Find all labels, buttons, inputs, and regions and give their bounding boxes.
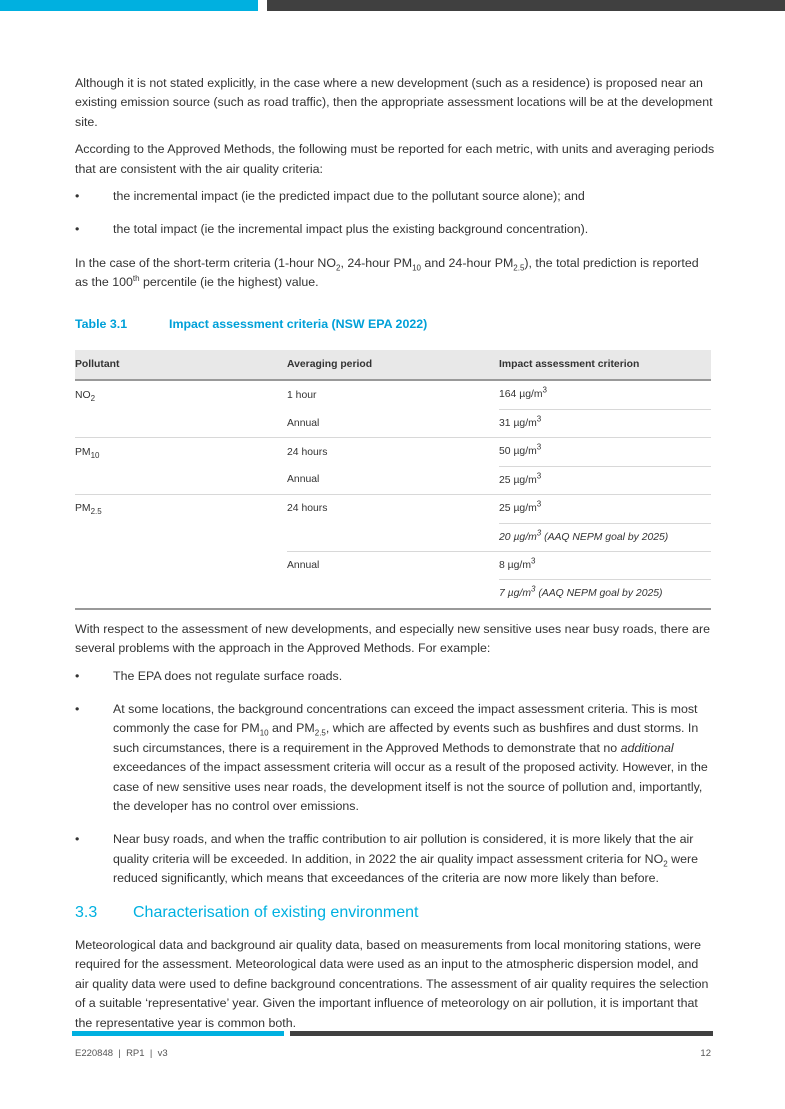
cell-pollutant	[75, 523, 287, 551]
header-dark-bar	[267, 0, 785, 11]
table-row	[75, 380, 711, 409]
cell-period: Annual	[287, 409, 499, 437]
page-footer	[75, 1048, 711, 1059]
table-row	[75, 409, 711, 437]
cell-pollutant: $PM_{10}$	[75, 446, 100, 460]
cell-period: 24 hours	[287, 503, 328, 515]
cell-criterion: 7 $\mu g/m^3$ (AAQ NEPM goal by 2025)	[499, 580, 711, 609]
table-header-row	[75, 350, 711, 380]
page-content	[75, 74, 715, 1041]
cell-pollutant: $PM_{2.5}$	[75, 503, 102, 517]
bullet-item: • The EPA does not regulate surface roads.	[75, 667, 715, 686]
bullet-item: • the total impact (ie the incremental impact plus the existing background concentration).	[75, 220, 715, 239]
footer-accent-bar	[72, 1031, 284, 1036]
col-header-period: Averaging period	[287, 350, 499, 380]
cell-criterion: 20 $\mu g/m^3$ (AAQ NEPM goal by 2025)	[499, 523, 711, 551]
page-number: 12	[700, 1048, 711, 1059]
footer-dark-bar	[290, 1031, 713, 1036]
cell-period: 24 hours	[287, 446, 328, 458]
cell-period: Annual	[287, 466, 499, 494]
cell-criterion: 50 $\mu g/m^3$	[499, 438, 711, 466]
cell-period	[287, 523, 499, 551]
header-accent-bar	[0, 0, 258, 11]
col-header-pollutant: Pollutant	[75, 350, 287, 380]
table-row	[75, 438, 711, 466]
paragraph-5: Meteorological data and background air quality data, based on measurements from local monitoring stations, were required for the assessment. Meteorological data were used as an input to the atmospheric dispersion model, and air quality data were used to define background concentrations. The assessment of air quality requires the selection of a suitable ‘representative’ year. Given the important influence of meteorology on air pollution, it is important that the representative year is common both.	[75, 938, 709, 1030]
paragraph-3: In the case of the short-term criteria (1-hour $NO_2$, 24-hour $PM_{10}$ and 24-hour $PM_{2.5}$), the total prediction is reported as the 100th percentile (ie the highest) value.	[75, 255, 699, 290]
cell-pollutant: $NO_2$	[75, 389, 96, 403]
cell-pollutant	[75, 580, 287, 609]
table-row	[75, 580, 711, 609]
cell-period: 1 hour	[287, 389, 317, 401]
cell-pollutant	[75, 466, 287, 494]
bullet-item: • Near busy roads, and when the traffic contribution to air pollution is considered, it is more likely that the air quality criteria will be exceeded. In addition, in 2022 the air quality impact assessment criteria for $NO_2$ were reduced significantly, which means that exceedances of the criteria are now more likely than before.	[75, 830, 715, 888]
col-header-criterion: Impact assessment criterion	[499, 350, 711, 380]
bullet-item: • the incremental impact (ie the predicted impact due to the pollutant source alone); and	[75, 187, 715, 206]
table-number: Table 3.1	[75, 316, 128, 331]
paragraph-1: Although it is not stated explicitly, in the case where a new development (such as a residence) is proposed near an existing emission source (such as road traffic), then the appropriate assessment locations will be at the development site.	[75, 76, 713, 129]
cell-pollutant	[75, 551, 287, 579]
table-title: Impact assessment criteria (NSW EPA 2022)	[169, 316, 428, 331]
cell-period	[287, 580, 499, 609]
document-reference: E220848 | RP1 | v3	[75, 1048, 168, 1059]
cell-criterion: 164 $\mu g/m^3$	[499, 380, 711, 409]
paragraph-2: According to the Approved Methods, the following must be reported for each metric, with units and averaging periods that are consistent with the air quality criteria:	[75, 142, 715, 176]
table-row	[75, 551, 711, 579]
table-caption	[75, 315, 715, 334]
section-number: 3.3	[75, 903, 98, 921]
cell-criterion: 25 $\mu g/m^3$	[499, 495, 711, 523]
paragraph-4: With respect to the assessment of new developments, and especially new sensitive uses near busy roads, there are several problems with the approach in the Approved Methods. For example:	[75, 621, 711, 656]
table-row	[75, 523, 711, 551]
cell-criterion: 8 $\mu g/m^3$	[499, 551, 711, 579]
section-heading	[75, 903, 715, 922]
cell-criterion: 25 $\mu g/m^3$	[499, 466, 711, 494]
cell-criterion: 31 $\mu g/m^3$	[499, 409, 711, 437]
bullet-item: • At some locations, the background concentrations can exceed the impact assessment criteria. This is most commonly the case for $PM_{10}$ and $PM_{2.5}$, which are affected by events such as bushfires and dust storms. In such circumstances, there is a requirement in the Approved Methods to demonstrate that no additional exceedances of the impact assessment criteria will occur as a result of the proposed activity. However, in the case of new sensitive uses near roads, the development itself is not the source of pollution and, importantly, the developer has no control over emissions.	[75, 700, 715, 816]
table-row	[75, 495, 711, 523]
cell-period: Annual	[287, 560, 320, 572]
cell-pollutant	[75, 409, 287, 437]
table-row	[75, 466, 711, 494]
criteria-table	[75, 350, 711, 610]
section-title: Characterisation of existing environment	[133, 903, 419, 921]
